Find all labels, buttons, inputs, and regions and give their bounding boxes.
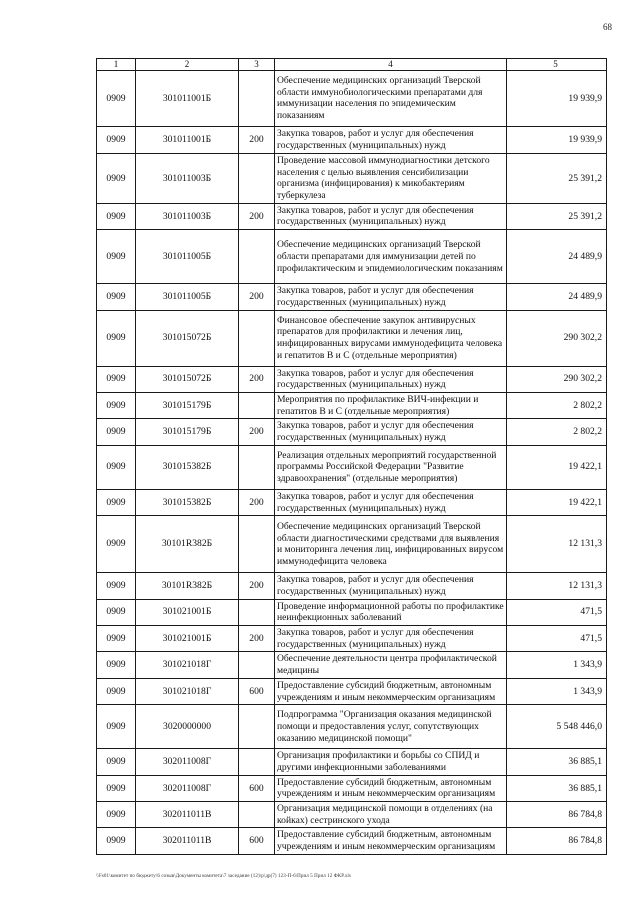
table-row xyxy=(97,366,607,392)
target-code-cell: 30101R382Б xyxy=(136,516,239,573)
target-code-cell: 301021018Г xyxy=(136,652,239,678)
item-name-cell: Предоставление субсидий бюджетным, автономным учреждениям и иным некоммерческим организациям xyxy=(275,775,507,801)
expense-type-cell xyxy=(239,445,275,489)
section-cell: 0909 xyxy=(97,678,136,704)
amount-cell: 86 784,8 xyxy=(507,828,607,854)
amount-cell: 25 391,2 xyxy=(507,203,607,229)
section-cell: 0909 xyxy=(97,445,136,489)
amount-cell: 471,5 xyxy=(507,626,607,652)
table-body xyxy=(97,70,607,854)
header-col-4: 4 xyxy=(275,59,507,71)
amount-cell: 19 939,9 xyxy=(507,70,607,126)
item-name-cell: Проведение информационной работы по профилактике неинфекционных заболеваний xyxy=(275,599,507,625)
expense-type-cell xyxy=(239,749,275,775)
section-cell: 0909 xyxy=(97,775,136,801)
target-code-cell: 301021001Б xyxy=(136,626,239,652)
section-cell: 0909 xyxy=(97,366,136,392)
target-code-cell: 302011008Г xyxy=(136,749,239,775)
amount-cell: 36 885,1 xyxy=(507,749,607,775)
section-cell: 0909 xyxy=(97,573,136,599)
item-name-cell: Реализация отдельных мероприятий государственной программы Российской Федерации "Развитие здравоохранения" (отдельные мероприятия) xyxy=(275,445,507,489)
amount-cell: 1 343,9 xyxy=(507,678,607,704)
item-name-cell: Проведение массовой иммунодиагностики детского населения с целью выявления сенсибилизации организма (инфицирования) к микобактериям туберкулеза xyxy=(275,153,507,203)
expense-type-cell: 200 xyxy=(239,489,275,515)
target-code-cell: 301015072Б xyxy=(136,310,239,366)
expense-type-cell: 200 xyxy=(239,203,275,229)
table-row xyxy=(97,705,607,749)
expense-type-cell xyxy=(239,802,275,828)
amount-cell: 24 489,9 xyxy=(507,230,607,284)
section-cell: 0909 xyxy=(97,802,136,828)
section-cell: 0909 xyxy=(97,393,136,419)
target-code-cell: 301021018Г xyxy=(136,678,239,704)
target-code-cell: 301011003Б xyxy=(136,203,239,229)
table-row xyxy=(97,678,607,704)
table-row xyxy=(97,828,607,854)
item-name-cell: Обеспечение медицинских организаций Тверской области препаратами для иммунизации детей по профилактическим и эпидемиологическим показаниям xyxy=(275,230,507,284)
expense-type-cell: 200 xyxy=(239,284,275,310)
section-cell: 0909 xyxy=(97,419,136,445)
section-cell: 0909 xyxy=(97,126,136,153)
section-cell: 0909 xyxy=(97,284,136,310)
amount-cell: 290 302,2 xyxy=(507,310,607,366)
target-code-cell: 301011005Б xyxy=(136,284,239,310)
amount-cell: 25 391,2 xyxy=(507,153,607,203)
expense-type-cell: 600 xyxy=(239,678,275,704)
target-code-cell: 301015382Б xyxy=(136,445,239,489)
table-row xyxy=(97,153,607,203)
item-name-cell: Закупка товаров, работ и услуг для обеспечения государственных (муниципальных) нужд xyxy=(275,126,507,153)
table-row xyxy=(97,230,607,284)
table-row xyxy=(97,126,607,153)
header-col-5: 5 xyxy=(507,59,607,71)
target-code-cell: 3020000000 xyxy=(136,705,239,749)
table-row xyxy=(97,802,607,828)
item-name-cell: Закупка товаров, работ и услуг для обеспечения государственных (муниципальных) нужд xyxy=(275,626,507,652)
item-name-cell: Закупка товаров, работ и услуг для обеспечения государственных (муниципальных) нужд xyxy=(275,419,507,445)
table-row xyxy=(97,626,607,652)
item-name-cell: Организация профилактики и борьбы со СПИД и другими инфекционными заболеваниями xyxy=(275,749,507,775)
section-cell: 0909 xyxy=(97,705,136,749)
amount-cell: 2 802,2 xyxy=(507,419,607,445)
section-cell: 0909 xyxy=(97,153,136,203)
amount-cell: 86 784,8 xyxy=(507,802,607,828)
table-row xyxy=(97,775,607,801)
expense-type-cell xyxy=(239,599,275,625)
table-row xyxy=(97,573,607,599)
item-name-cell: Закупка товаров, работ и услуг для обеспечения государственных (муниципальных) нужд xyxy=(275,284,507,310)
section-cell: 0909 xyxy=(97,749,136,775)
table-header-row xyxy=(97,59,607,71)
target-code-cell: 301015179Б xyxy=(136,419,239,445)
budget-table xyxy=(96,58,607,855)
item-name-cell: Организация медицинской помощи в отделениях (на койках) сестринского ухода xyxy=(275,802,507,828)
expense-type-cell xyxy=(239,70,275,126)
item-name-cell: Предоставление субсидий бюджетным, автономным учреждениям и иным некоммерческим организациям xyxy=(275,828,507,854)
amount-cell: 2 802,2 xyxy=(507,393,607,419)
expense-type-cell: 200 xyxy=(239,626,275,652)
item-name-cell: Мероприятия по профилактике ВИЧ-инфекции и гепатитов В и С (отдельные мероприятия) xyxy=(275,393,507,419)
target-code-cell: 301015179Б xyxy=(136,393,239,419)
item-name-cell: Подпрограмма "Организация оказания медицинской помощи и предоставления услуг, сопутствующих оказанию медицинской помощи" xyxy=(275,705,507,749)
expense-type-cell: 200 xyxy=(239,366,275,392)
section-cell: 0909 xyxy=(97,516,136,573)
expense-type-cell: 600 xyxy=(239,775,275,801)
target-code-cell: 301021001Б xyxy=(136,599,239,625)
table-row xyxy=(97,203,607,229)
expense-type-cell: 200 xyxy=(239,126,275,153)
amount-cell: 12 131,3 xyxy=(507,516,607,573)
section-cell: 0909 xyxy=(97,310,136,366)
target-code-cell: 301015072Б xyxy=(136,366,239,392)
amount-cell: 290 302,2 xyxy=(507,366,607,392)
table-row xyxy=(97,599,607,625)
expense-type-cell xyxy=(239,310,275,366)
target-code-cell: 301011001Б xyxy=(136,126,239,153)
item-name-cell: Закупка товаров, работ и услуг для обеспечения государственных (муниципальных) нужд xyxy=(275,203,507,229)
expense-type-cell xyxy=(239,393,275,419)
target-code-cell: 302011011В xyxy=(136,802,239,828)
amount-cell: 5 548 446,0 xyxy=(507,705,607,749)
section-cell: 0909 xyxy=(97,828,136,854)
section-cell: 0909 xyxy=(97,489,136,515)
section-cell: 0909 xyxy=(97,70,136,126)
page-number: 68 xyxy=(603,22,612,32)
amount-cell: 19 422,1 xyxy=(507,489,607,515)
table-row xyxy=(97,393,607,419)
table-row xyxy=(97,749,607,775)
target-code-cell: 301011001Б xyxy=(136,70,239,126)
expense-type-cell xyxy=(239,652,275,678)
header-col-2: 2 xyxy=(136,59,239,71)
table-row xyxy=(97,70,607,126)
target-code-cell: 302011008Г xyxy=(136,775,239,801)
table-row xyxy=(97,445,607,489)
target-code-cell: 301011003Б xyxy=(136,153,239,203)
item-name-cell: Обеспечение медицинских организаций Тверской области иммунобиологическими препаратами для иммунизации населения по эпидемическим показаниям xyxy=(275,70,507,126)
amount-cell: 471,5 xyxy=(507,599,607,625)
amount-cell: 24 489,9 xyxy=(507,284,607,310)
amount-cell: 19 422,1 xyxy=(507,445,607,489)
amount-cell: 12 131,3 xyxy=(507,573,607,599)
table-row xyxy=(97,652,607,678)
item-name-cell: Финансовое обеспечение закупок антивирусных препаратов для профилактики и лечения лиц, инфицированных вирусами иммунодефицита человека и гепатитов В и С (отдельные мероприятия) xyxy=(275,310,507,366)
item-name-cell: Обеспечение деятельности центра профилактической медицины xyxy=(275,652,507,678)
table-row xyxy=(97,419,607,445)
target-code-cell: 301011005Б xyxy=(136,230,239,284)
table-row xyxy=(97,489,607,515)
amount-cell: 36 885,1 xyxy=(507,775,607,801)
item-name-cell: Обеспечение медицинских организаций Тверской области диагностическими средствами для выявления и мониторинга лечения лиц, инфицированных вирусом иммунодефицита человека xyxy=(275,516,507,573)
section-cell: 0909 xyxy=(97,626,136,652)
section-cell: 0909 xyxy=(97,230,136,284)
expense-type-cell: 600 xyxy=(239,828,275,854)
expense-type-cell: 200 xyxy=(239,419,275,445)
amount-cell: 19 939,9 xyxy=(507,126,607,153)
expense-type-cell: 200 xyxy=(239,573,275,599)
target-code-cell: 302011011В xyxy=(136,828,239,854)
section-cell: 0909 xyxy=(97,652,136,678)
item-name-cell: Закупка товаров, работ и услуг для обеспечения государственных (муниципальных) нужд xyxy=(275,366,507,392)
table-row xyxy=(97,516,607,573)
file-path-footer: \\Fs01\комитет по бюджету\6 созыв\Документы комитета\7 заседание (12)\р\др(7) 123-П-6\Прил 5 Прил 12 ФКР.xls xyxy=(96,874,351,879)
section-cell: 0909 xyxy=(97,599,136,625)
table-row xyxy=(97,284,607,310)
section-cell: 0909 xyxy=(97,203,136,229)
item-name-cell: Закупка товаров, работ и услуг для обеспечения государственных (муниципальных) нужд xyxy=(275,573,507,599)
item-name-cell: Закупка товаров, работ и услуг для обеспечения государственных (муниципальных) нужд xyxy=(275,489,507,515)
header-col-1: 1 xyxy=(97,59,136,71)
expense-type-cell xyxy=(239,230,275,284)
expense-type-cell xyxy=(239,516,275,573)
header-col-3: 3 xyxy=(239,59,275,71)
table-row xyxy=(97,310,607,366)
target-code-cell: 30101R382Б xyxy=(136,573,239,599)
amount-cell: 1 343,9 xyxy=(507,652,607,678)
item-name-cell: Предоставление субсидий бюджетным, автономным учреждениям и иным некоммерческим организациям xyxy=(275,678,507,704)
expense-type-cell xyxy=(239,705,275,749)
expense-type-cell xyxy=(239,153,275,203)
target-code-cell: 301015382Б xyxy=(136,489,239,515)
